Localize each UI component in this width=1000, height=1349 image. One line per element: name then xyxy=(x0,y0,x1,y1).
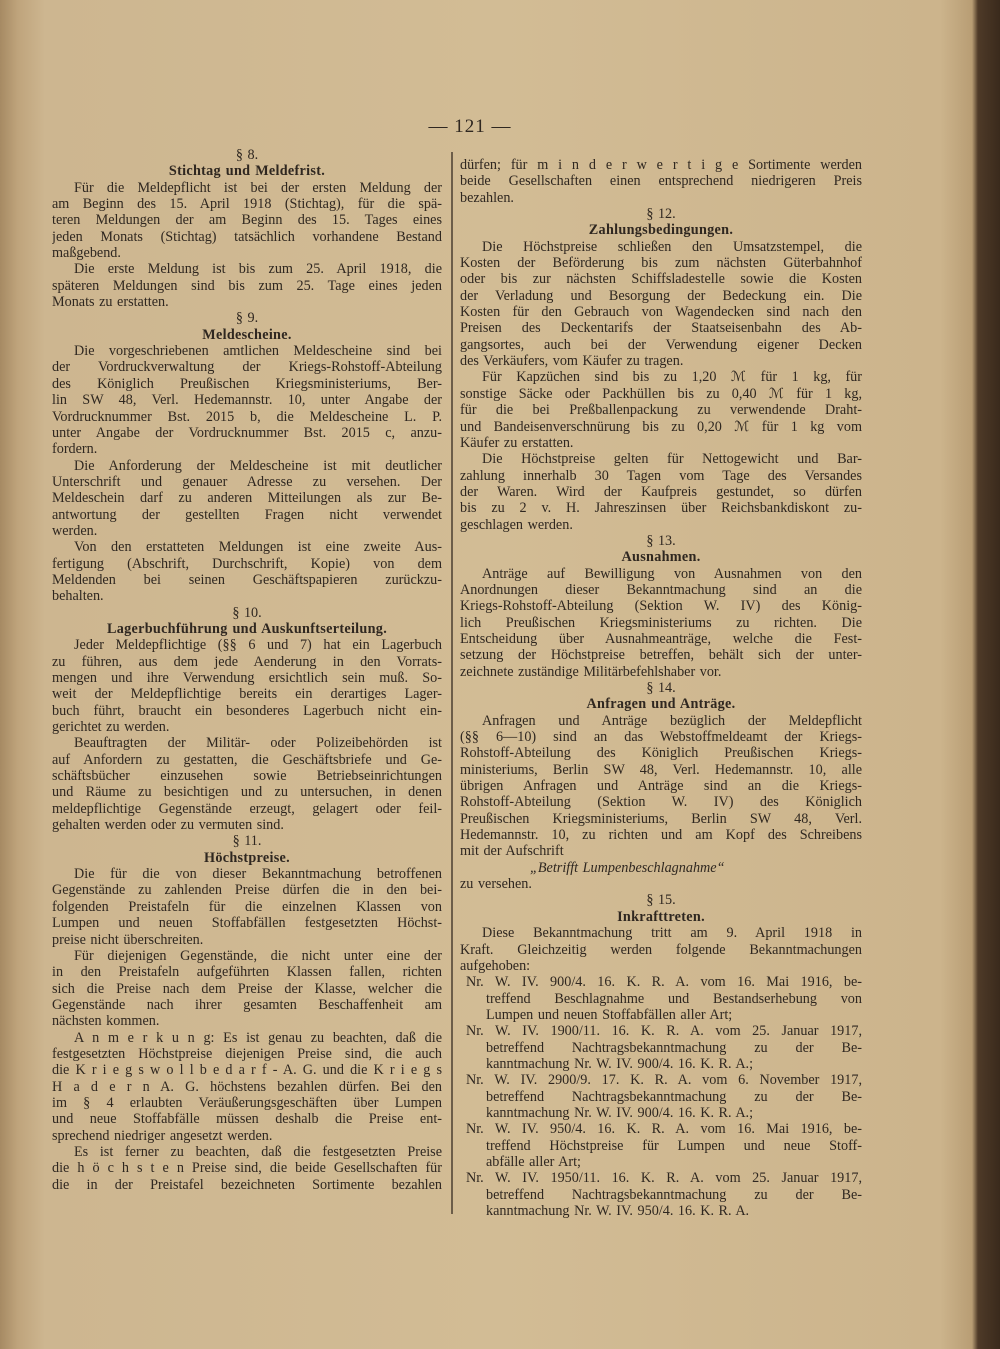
text-line: zu führen, aus dem jede Aenderung in den Vorrats- xyxy=(52,653,442,670)
section-heading xyxy=(460,909,862,925)
text-line: Stichtag und Meldefrist. xyxy=(168,163,326,180)
text-line: Die Anforderung der Meldescheine ist mit deutlicher xyxy=(74,457,442,474)
text-line: behalten. xyxy=(52,588,104,605)
text-line: Käufer zu erstatten. xyxy=(460,434,574,451)
list-item xyxy=(460,974,862,1023)
text-line: § 8. xyxy=(235,147,259,163)
text-line: § 9. xyxy=(235,310,259,327)
paragraph xyxy=(52,866,442,948)
column-divider xyxy=(451,152,453,1214)
list-item xyxy=(460,1170,862,1219)
text-line: Es ist ferner zu beachten, daß die festgesetzten Preise xyxy=(74,1143,442,1160)
text-line: maßgebend. xyxy=(52,245,121,262)
text-line: § 12. xyxy=(646,206,676,223)
text-line: Preisen des Deckentarifs der Staatseisenbahn des Ab- xyxy=(460,320,862,337)
text-line: betreffend Nachtragsbekanntmachung zu der Be- xyxy=(486,1039,862,1056)
text-line: § 10. xyxy=(232,604,262,621)
paragraph xyxy=(460,925,862,974)
text-line: buch führt, braucht ein besonderes Lagerbuch nicht ein- xyxy=(52,702,442,719)
text-line: sprechend niedriger angesetzt werden. xyxy=(52,1127,273,1144)
text-line: treffend Beschlagnahme und Bestandserhebung von xyxy=(486,990,862,1007)
paragraph xyxy=(460,876,862,892)
text-line: schäftsbücher einzusehen sowie Betriebseinrichtungen xyxy=(52,768,442,785)
text-line: Vordrucknummer Bst. 2015 b, die Meldescheine L. P. xyxy=(52,408,442,425)
text-line: Meldeschein darf zu anderen Mitteilungen als zur Be- xyxy=(52,490,442,507)
text-line: betreffend Nachtragsbekanntmachung zu der Be- xyxy=(486,1088,862,1105)
text-line: Gegenstände nach ihrer gesamten Beschaffenheit am xyxy=(52,996,442,1013)
paragraph xyxy=(52,539,442,604)
text-line: der Vordruckverwaltung der Kriegs-Rohstoff-Abteilung xyxy=(52,359,442,376)
text-line: bezahlen. xyxy=(460,189,514,206)
text-line: auf Anfordern zu gestatten, die Geschäftsbriefe und Ge- xyxy=(52,751,442,768)
text-line: Meldenden bei seinen Geschäftspapieren zurückzu- xyxy=(52,571,442,588)
text-line: Kosten der Beförderung bis zum nächsten Güterbahnhof xyxy=(460,255,862,272)
text-line: und Räume zu besichtigen und zu untersuchen, in denen xyxy=(52,784,442,801)
text-line: H a d e r n A. G. höchstens bezahlen dürfen. Bei den xyxy=(52,1078,442,1095)
text-line: sonstige Säcke oder Packhüllen bis zu 0,40 ℳ für 1 kg, xyxy=(460,385,862,402)
text-line: des Königlich Preußischen Kriegsministeriums, Ber- xyxy=(52,375,442,392)
section-number xyxy=(460,680,862,696)
text-line: ministeriums, Berlin SW 48, Verl. Hedemannstr. 10, alle xyxy=(460,761,862,778)
paragraph xyxy=(460,157,862,206)
text-line: Zahlungsbedingungen. xyxy=(588,222,734,239)
text-line: (§§ 6—10) sind an das Webstoffmeldeamt der Kriegs- xyxy=(460,729,862,746)
paragraph xyxy=(52,180,442,262)
text-line: „Betrifft Lumpenbeschlagnahme“ xyxy=(530,859,725,876)
text-line: Für Kapzüchen sind bis zu 1,20 ℳ für 1 kg, für xyxy=(482,369,862,386)
list-item xyxy=(460,1121,862,1170)
page-number: — 121 — xyxy=(428,116,512,137)
text-line: Anfragen und Anträge bezüglich der Meldepflicht xyxy=(482,712,862,729)
text-line: Nr. W. IV. 1950/11. 16. K. R. A. vom 25. Januar 1917, xyxy=(466,1170,862,1187)
text-line: § 14. xyxy=(646,680,676,696)
text-line: Nr. W. IV. 2900/9. 17. K. R. A. vom 6. November 1917, xyxy=(466,1072,862,1089)
text-line: Die erste Meldung ist bis zum 25. April 1918, die xyxy=(74,261,442,278)
text-line: Die vorgeschriebenen amtlichen Meldescheine sind bei xyxy=(74,343,442,360)
section-number xyxy=(52,147,442,163)
text-line: Jeder Meldepflichtige (§§ 6 und 7) hat ein Lagerbuch xyxy=(74,637,442,654)
text-line: Meldescheine. xyxy=(202,326,292,343)
text-line: geschlagen werden. xyxy=(460,516,573,533)
paragraph xyxy=(52,1030,442,1144)
text-line: kanntmachung Nr. W. IV. 950/4. 16. K. R. A. xyxy=(486,1203,750,1219)
section-heading xyxy=(52,327,442,343)
paragraph xyxy=(52,261,442,310)
text-line: und Bandeisenverschnürung bis zu 0,20 ℳ für 1 kg vom xyxy=(460,418,862,435)
text-line: Von den erstatteten Meldungen ist eine zweite Aus- xyxy=(74,539,442,556)
text-line: späteren Meldungen sind bis zum 25. Tage eines jeden xyxy=(52,277,442,294)
text-line: des Verkäufers, vom Käufer zu tragen. xyxy=(460,353,684,370)
text-line: Lumpen und neuen Stoffabfällen festgesetzten Höchst- xyxy=(52,915,442,932)
text-line: Nr. W. IV. 900/4. 16. K. R. A. vom 16. Mai 1916, be- xyxy=(466,974,862,991)
text-line: Kosten für den Gebrauch von Wagendecken sind nach den xyxy=(460,304,862,321)
text-line: jeden Monats (Stichtag) tatsächlich vorhandene Bestand xyxy=(52,228,442,245)
text-line: Ausnahmen. xyxy=(621,549,701,566)
text-line: Unterschrift und genauer Adresse zu versehen. Der xyxy=(52,473,442,490)
text-line: aufgehoben: xyxy=(460,957,531,974)
text-line: der Verladung und Besorgung der Bedeckung ein. Die xyxy=(460,287,862,304)
right-column xyxy=(460,157,862,1219)
text-line: übrigen Anfragen und Anträge sind an die Kriegs- xyxy=(460,778,862,795)
text-line: antwortung der gestellten Fragen nicht verwendet xyxy=(52,506,442,523)
paragraph xyxy=(460,566,862,680)
section-heading xyxy=(460,696,862,712)
text-line: weit der Meldepflichtige bereits ein derartiges Lager- xyxy=(52,686,442,703)
text-line: kanntmachung Nr. W. IV. 900/4. 16. K. R. A.; xyxy=(486,1055,754,1072)
text-line: teren Meldungen der am Beginn des 15. Tages eines xyxy=(52,212,442,229)
text-line: Monats zu erstatten. xyxy=(52,294,169,311)
paragraph xyxy=(460,713,862,860)
paragraph xyxy=(460,451,862,533)
text-line: § 11. xyxy=(232,833,262,850)
text-line: preise nicht überschreiten. xyxy=(52,931,204,948)
text-line: lin SW 48, Verl. Hedemannstr. 10, unter Angabe der xyxy=(52,392,442,409)
text-line: die in der Preistafel bezeichneten Sortimente bezahlen xyxy=(52,1176,442,1193)
text-line: mengen und ihre Verwendung ersichtlich sein muß. So- xyxy=(52,670,442,686)
text-line: gangsortes, auch bei der Verwendung eigener Decken xyxy=(460,336,862,353)
text-line: Kraft. Gleichzeitig werden folgende Bekanntmachungen xyxy=(460,941,862,958)
text-line: Kriegs-Rohstoff-Abteilung (Sektion W. IV) des König- xyxy=(460,598,862,615)
text-line: Rohstoff-Abteilung des Königlich Preußischen Kriegs- xyxy=(460,745,862,762)
list-item xyxy=(460,1023,862,1072)
text-line: Gegenstände zu zahlenden Preise dürfen die in den bei- xyxy=(52,882,442,899)
section-heading xyxy=(52,850,442,866)
text-line: Nr. W. IV. 950/4. 16. K. R. A. vom 16. Mai 1916, be- xyxy=(466,1121,862,1138)
text-line: Diese Bekanntmachung tritt am 9. April 1918 in xyxy=(482,925,862,942)
text-line: gehalten werden oder zu vermuten sind. xyxy=(52,817,284,834)
text-line: A n m e r k u n g: Es ist genau zu beachten, daß die xyxy=(74,1029,442,1046)
paragraph xyxy=(52,948,442,1030)
text-line: fordern. xyxy=(52,441,98,458)
text-line: Die Höchstpreise gelten für Nettogewicht und Bar- xyxy=(482,451,862,468)
text-line: mit der Aufschrift xyxy=(460,843,564,860)
text-line: dürfen; für m i n d e r w e r t i g e Sortimente werden xyxy=(460,157,862,173)
section-heading xyxy=(460,549,862,565)
text-line: setzung der Höchstpreise betreffen, behält sich der unter- xyxy=(460,647,862,664)
text-line: zeichnete zuständige Militärbefehlshaber vor. xyxy=(460,663,722,680)
text-line: im § 4 erlaubten Veräußerungsgeschäften über Lumpen xyxy=(52,1094,442,1111)
text-line: Beauftragten der Militär- oder Polizeibehörden ist xyxy=(74,735,442,752)
text-line: abfälle aller Art; xyxy=(486,1153,581,1170)
text-line: Anordnungen dieser Bekanntmachung sind an die xyxy=(460,581,862,598)
text-line: Die für die von dieser Bekanntmachung betroffenen xyxy=(74,866,442,883)
section-number xyxy=(460,892,862,908)
paragraph xyxy=(52,637,442,735)
text-line: Lumpen und neuen Stoffabfällen aller Art; xyxy=(486,1006,733,1023)
paragraph xyxy=(52,458,442,540)
text-line: oder bis zur nächsten Schiffsladestelle sowie die Kosten xyxy=(460,271,862,288)
text-line: Rohstoff-Abteilung (Sektion W. IV) des Königlich xyxy=(460,794,862,811)
section-number xyxy=(52,605,442,621)
text-line: Anträge auf Bewilligung von Ausnahmen von den xyxy=(482,565,862,582)
section-number xyxy=(460,206,862,222)
text-line: Höchstpreise. xyxy=(204,849,290,866)
paragraph xyxy=(52,1144,442,1193)
text-line: für die bei Preßballenpackung zu verwendende Draht- xyxy=(460,402,862,419)
paragraph xyxy=(460,369,862,451)
text-line: beide Gesellschaften einen entsprechend niedrigeren Preis xyxy=(460,173,862,190)
text-line: sich die Preise nach dem Preise der Klasse, welcher die xyxy=(52,980,442,997)
text-line: die h ö c h s t e n Preise sind, die beide Gesellschaften für xyxy=(52,1160,442,1177)
text-line: betreffend Nachtragsbekanntmachung zu der Be- xyxy=(486,1186,862,1203)
text-line: Inkrafttreten. xyxy=(617,908,705,925)
text-line: Hedemannstr. 10, zu richten und am Kopf des Schreibens xyxy=(460,827,862,844)
text-line: kanntmachung Nr. W. IV. 900/4. 16. K. R. A.; xyxy=(486,1104,754,1121)
text-line: zahlung innerhalb 30 Tagen vom Tage des Versandes xyxy=(460,467,862,484)
text-line: folgenden Preistafeln für die einzelnen Klassen von xyxy=(52,898,442,915)
section-heading xyxy=(52,621,442,637)
text-line: unter Angabe der Vordrucknummer Bst. 2015 c, anzu- xyxy=(52,424,442,441)
left-column xyxy=(52,147,442,1193)
text-line: am Beginn des 15. April 1918 (Stichtag), für die spä- xyxy=(52,196,442,213)
paragraph xyxy=(52,343,442,457)
text-line: Entscheidung über Ausnahmeanträge, welche die Fest- xyxy=(460,630,862,647)
text-line: Für die Meldepflicht ist bei der ersten Meldung der xyxy=(74,179,442,196)
section-number xyxy=(52,310,442,326)
text-line: bis zu 2 v. H. Jahreszinsen über Reichsbankdiskont zu- xyxy=(460,500,862,517)
text-line: nächsten kommen. xyxy=(52,1013,160,1030)
text-line: werden. xyxy=(52,522,98,539)
text-line: § 13. xyxy=(646,532,676,549)
text-line: lich Preußischen Kriegsministeriums zu richten. Die xyxy=(460,614,862,631)
section-number xyxy=(460,533,862,549)
text-line: Anfragen und Anträge. xyxy=(586,696,736,713)
text-line: treffend Höchstpreise für Lumpen und neue Stoff- xyxy=(486,1137,862,1154)
paragraph xyxy=(52,735,442,833)
list-item xyxy=(460,1072,862,1121)
text-line: die K r i e g s w o l l b e d a r f - A. G. und die K r i e g s xyxy=(52,1062,442,1079)
text-line: § 15. xyxy=(646,892,676,909)
text-line: in den Preistafeln aufgeführten Klassen fallen, richten xyxy=(52,964,442,981)
text-line: Lagerbuchführung und Auskunftserteilung. xyxy=(106,620,388,637)
text-line: zu versehen. xyxy=(460,876,532,893)
text-line: meldepflichtige Gegenstände erzeugt, gelagert oder feil- xyxy=(52,800,442,817)
text-line: Nr. W. IV. 1900/11. 16. K. R. A. vom 25. Januar 1917, xyxy=(466,1023,862,1040)
section-number xyxy=(52,833,442,849)
text-line: Die Höchstpreise schließen den Umsatzstempel, die xyxy=(482,238,862,255)
text-line: fertigung (Abschrift, Durchschrift, Kopie) von dem xyxy=(52,555,442,572)
paragraph xyxy=(460,239,862,370)
text-line: und neue Stoffabfälle müssen deshalb die Preise ent- xyxy=(52,1111,442,1128)
text-line: festgesetzten Höchstpreise diejenigen Preise sind, die auch xyxy=(52,1045,442,1062)
text-line: der Waren. Wird der Kaufpreis gestundet, so dürfen xyxy=(460,483,862,500)
section-heading xyxy=(52,163,442,179)
text-line: Preußischen Kriegsministeriums, Berlin SW 48, Verl. xyxy=(460,810,862,827)
section-heading xyxy=(460,222,862,238)
quoted-text xyxy=(460,860,862,876)
text-line: gerichtet zu werden. xyxy=(52,719,170,736)
text-line: Für diejenigen Gegenstände, die nicht unter eine der xyxy=(74,947,442,964)
